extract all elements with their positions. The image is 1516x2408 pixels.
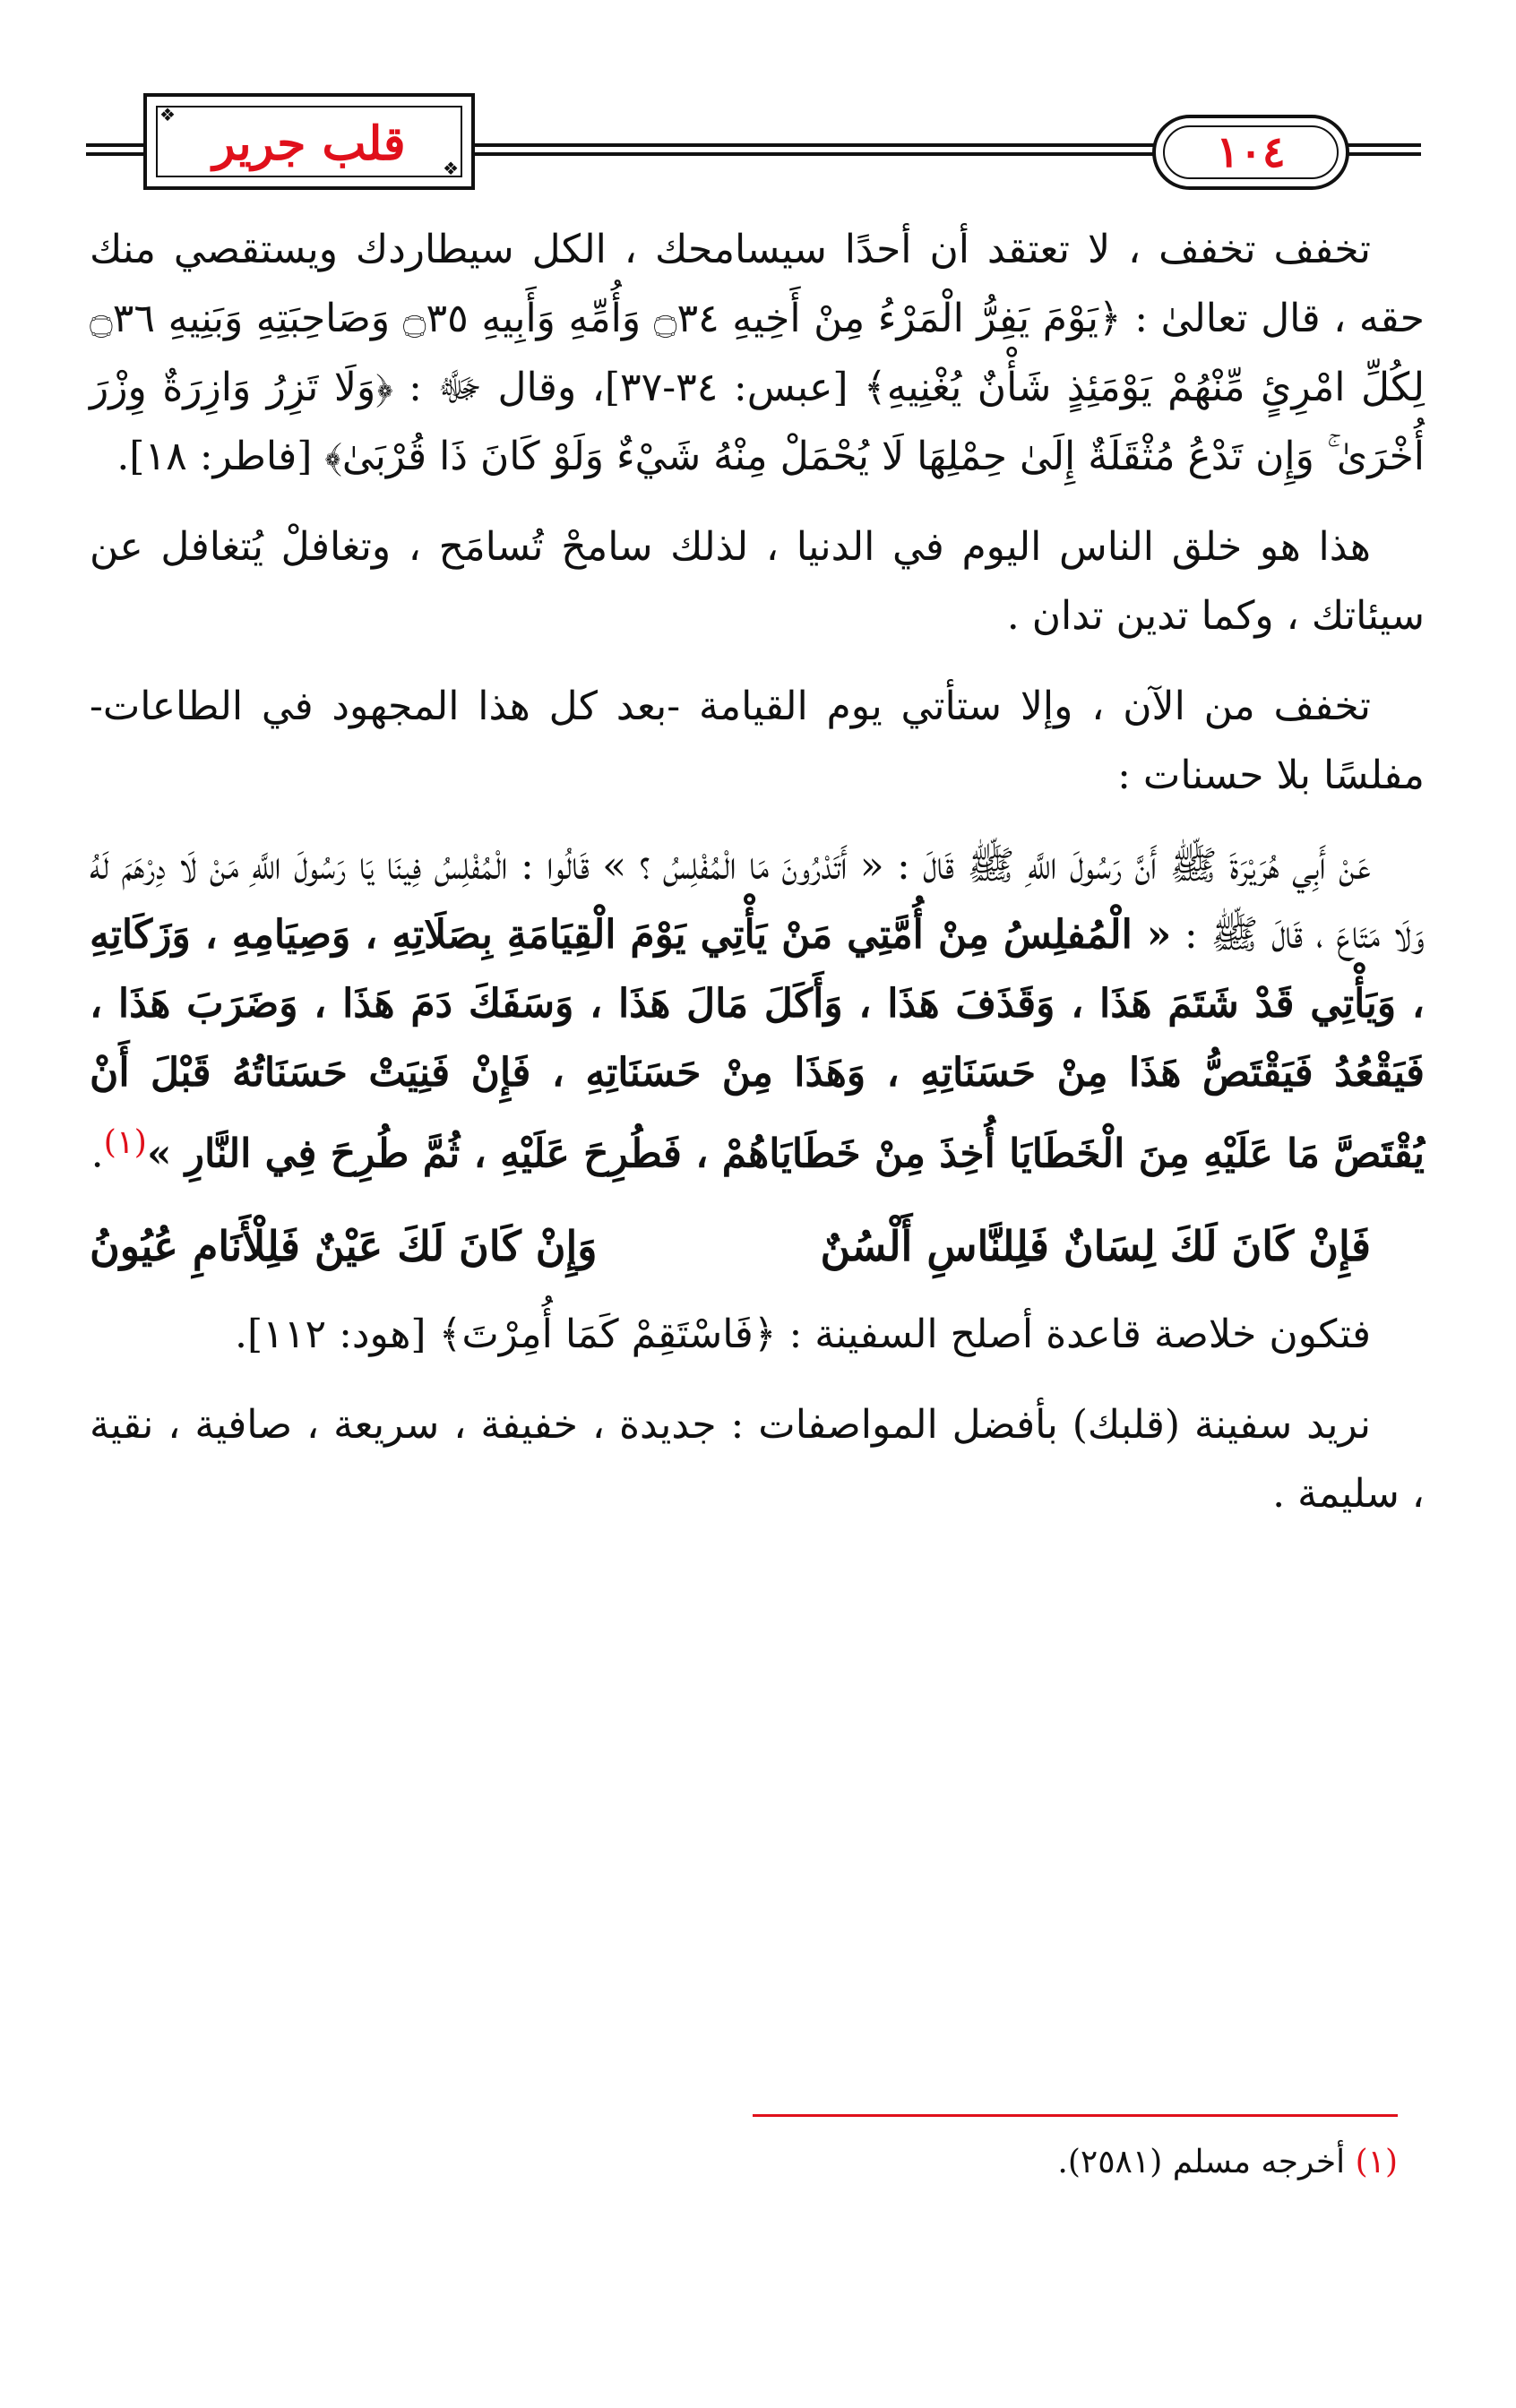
hadith-intro: عَنْ أَبِي هُرَيْرَةَ ﷺ أَنَّ رَسُولَ اللَّهِ ﷺ قَالَ : « أَتَدْرُونَ مَا الْمُفْلِسُ ؟ » قَالُوا : الْمُفْلِسُ فِينَا يَا رَسُولَ اللَّهِ مَنْ لَا دِرْهَمَ لَهُ وَلَا مَتَاعَ ، قَالَ ﷺ : <box>90 843 1425 958</box>
hadith-end: . <box>90 1131 104 1177</box>
book-title: قلب جرير <box>212 116 406 171</box>
closing-paragraph-2: نريد سفينة (قلبك) بأفضل المواصفات : جديدة ، خفيفة ، سريعة ، صافية ، نقية ، سليمة . <box>90 1401 1425 1517</box>
closing-paragraph-1: فتكون خلاصة قاعدة أصلح السفينة : ﴿فَاسْتَقِمْ كَمَا أُمِرْتَ﴾ [هود: ١١٢]. <box>235 1311 1371 1357</box>
ornament-icon: ❖ <box>443 158 459 179</box>
verse-first-hemistich: فَإِنْ كَانَ لَكَ لِسَانٌ فَلِلنَّاسِ أَلْسُنٌ <box>820 1221 1371 1270</box>
footnote <box>753 2141 1398 2184</box>
verse-second-hemistich: وَإِنْ كَانَ لَكَ عَيْنٌ فَلِلْأَنَامِ عُيُونُ <box>90 1221 598 1270</box>
ornament-icon: ❖ <box>159 104 176 125</box>
hadith-block <box>90 831 1425 1189</box>
page-number: ١٠٤ <box>1216 127 1286 177</box>
footnote-reference[interactable]: (١) <box>103 1122 147 1161</box>
footnote-marker: (١) <box>1355 2144 1398 2180</box>
page-number-badge <box>1152 115 1349 190</box>
title-frame <box>143 93 475 190</box>
poetry-verse <box>90 1210 1371 1282</box>
footnote-text: أخرجه مسلم (٢٥٨١). <box>1057 2144 1346 2180</box>
page-body <box>90 215 1425 1550</box>
hadith-text: « الْمُفلِسُ مِنْ أُمَّتِي مَنْ يَأْتِي يَوْمَ الْقِيَامَةِ بِصَلَاتِهِ ، وَصِيَامِهِ ، وَزَكَاتِهِ ، وَيَأْتِي قَدْ شَتَمَ هَذَا ، وَقَذَفَ هَذَا ، وَأَكَلَ مَالَ هَذَا ، وَسَفَكَ دَمَ هَذَا ، وَضَرَبَ هَذَا ، فَيَقْعُدُ فَيَقْتَصُّ هَذَا مِنْ حَسَنَاتِهِ ، وَهَذَا مِنْ حَسَنَاتِهِ ، فَإِنْ فَنِيَتْ حَسَنَاتُهُ قَبْلَ أَنْ يُقْتَصَّ مَا عَلَيْهِ مِنَ الْخَطَايَا أُخِذَ مِنْ خَطَايَاهُمْ ، فَطُرِحَ عَلَيْهِ ، ثُمَّ طُرِحَ فِي النَّارِ » <box>90 912 1425 1177</box>
page-header <box>86 77 1421 194</box>
paragraph-3: تخفف من الآن ، وإلا ستأتي يوم القيامة -بعد كل هذا المجهود في الطاعات- مفلسًا بلا حسنات : <box>90 684 1425 798</box>
footnote-separator <box>753 2114 1398 2117</box>
paragraph-2: هذا هو خلق الناس اليوم في الدنيا ، لذلك سامحْ تُسامَح ، وتغافلْ يُتغافل عن سيئاتك ، وكما تدين تدان . <box>90 524 1425 639</box>
paragraph-1: تخفف تخفف ، لا تعتقد أن أحدًا سيسامحك ، الكل سيطاردك ويستقصي منك حقه ، قال تعالىٰ : ﴿يَوْمَ يَفِرُّ الْمَرْءُ مِنْ أَخِيهِ ۝٣٤ وَأُمِّهِ وَأَبِيهِ ۝٣٥ وَصَاحِبَتِهِ وَبَنِيهِ ۝٣٦ لِكُلِّ امْرِئٍ مِّنْهُمْ يَوْمَئِذٍ شَأْنٌ يُغْنِيهِ﴾ [عبس: ٣٤-٣٧]، وقال ﷻ : ﴿وَلَا تَزِرُ وَازِرَةٌ وِزْرَ أُخْرَىٰ ۚ وَإِن تَدْعُ مُثْقَلَةٌ إِلَىٰ حِمْلِهَا لَا يُحْمَلْ مِنْهُ شَيْءٌ وَلَوْ كَانَ ذَا قُرْبَىٰ﴾ [فاطر: ١٨]. <box>90 227 1426 479</box>
